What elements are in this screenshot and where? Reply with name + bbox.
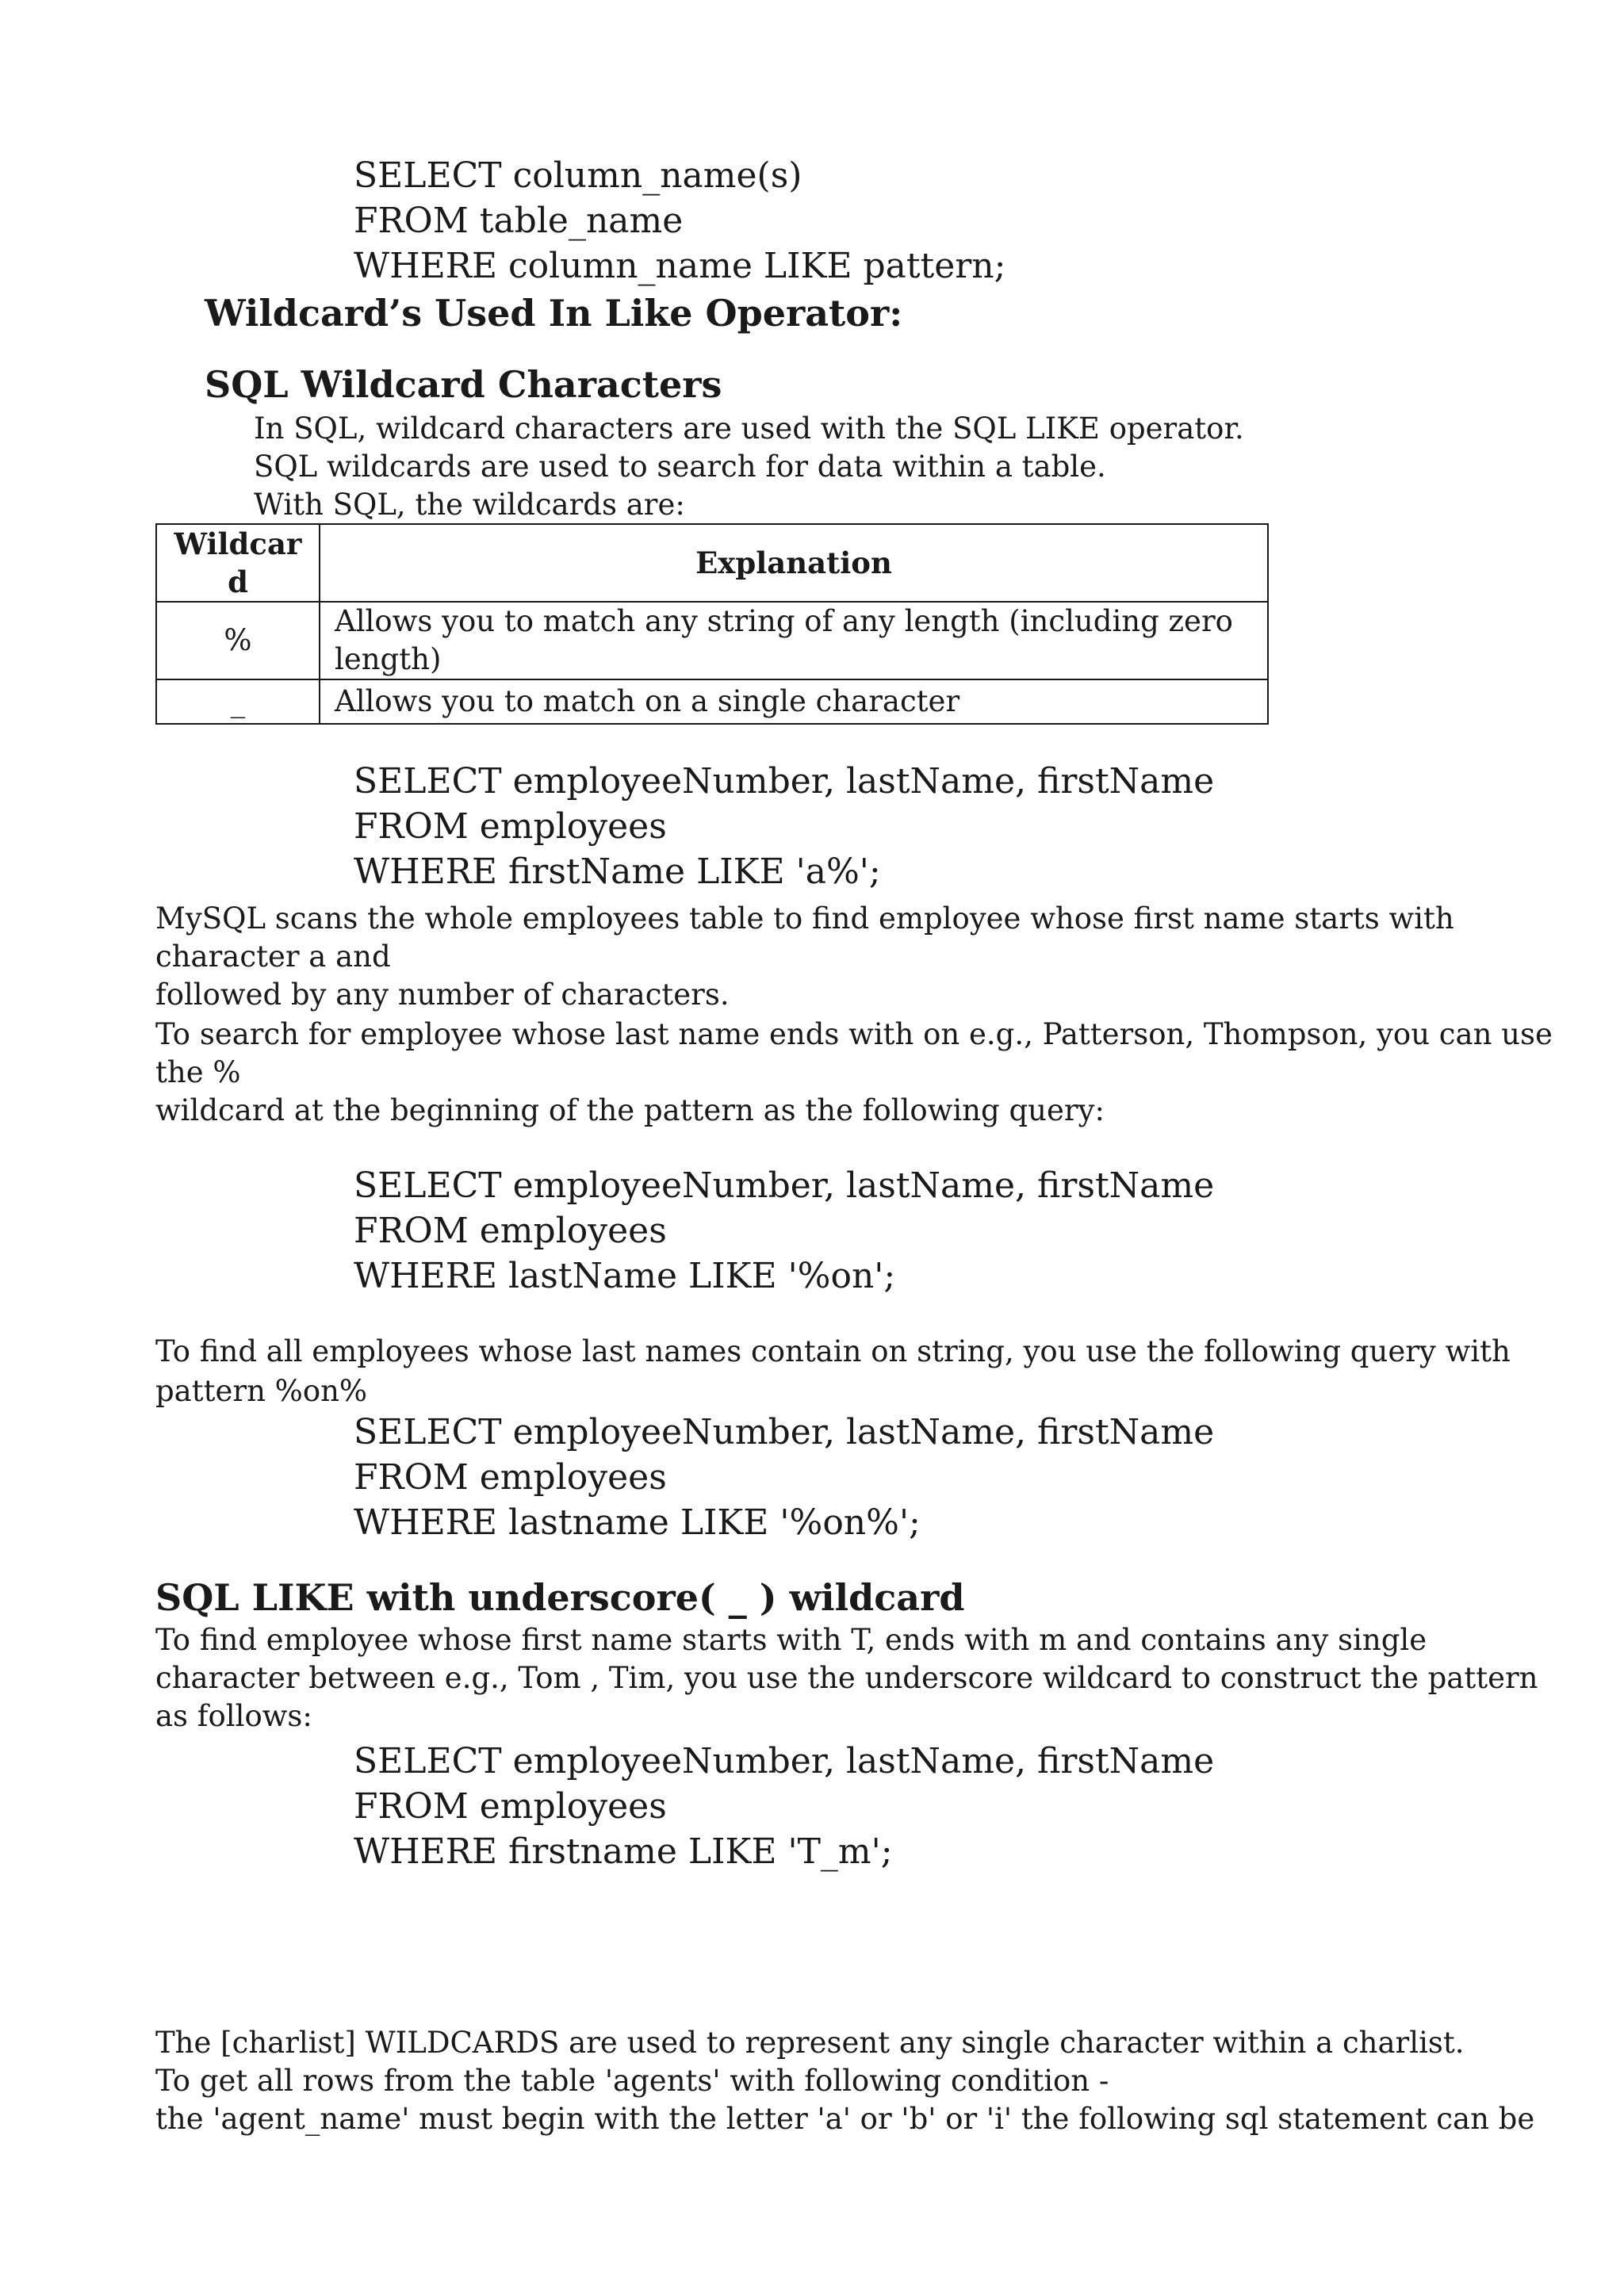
para1-line-2: character a and — [155, 939, 391, 974]
intro-line-2: SQL wildcards are used to search for data within a table. — [254, 450, 1106, 484]
para1-line-6: wildcard at the beginning of the pattern as the following query: — [155, 1093, 1105, 1127]
heading-wildcard-characters: SQL Wildcard Characters — [205, 363, 722, 406]
wildcard-cell: _ — [156, 679, 320, 724]
header-wildcard-line-2: d — [228, 564, 248, 600]
syntax-line-2: FROM table_name — [354, 201, 684, 241]
para3-line-3: as follows: — [155, 1699, 312, 1733]
query2-line-1: SELECT employeeNumber, lastName, firstName — [354, 1165, 1215, 1206]
query3-line-1: SELECT employeeNumber, lastName, firstName — [354, 1412, 1215, 1452]
para4-line-1: The [charlist] WILDCARDS are used to represent any single character within a charlist. — [155, 2026, 1465, 2060]
heading-wildcards-used: Wildcard’s Used In Like Operator: — [205, 292, 903, 335]
query3-line-3: WHERE lastname LIKE '%on%'; — [354, 1502, 921, 1543]
explanation-cell — [320, 602, 1268, 679]
para1-line-4: To search for employee whose last name ends with on e.g., Patterson, Thompson, you can use — [155, 1017, 1553, 1051]
header-wildcard — [156, 524, 320, 602]
table-header-row — [156, 524, 1268, 602]
para3-line-2: character between e.g., Tom , Tim, you use the underscore wildcard to construct the pattern — [155, 1661, 1538, 1695]
para1-line-3: followed by any number of characters. — [155, 978, 730, 1012]
para1-line-1: MySQL scans the whole employees table to find employee whose first name starts with — [155, 901, 1454, 936]
intro-line-3: With SQL, the wildcards are: — [254, 488, 685, 522]
syntax-line-3: WHERE column_name LIKE pattern; — [354, 246, 1006, 286]
query4-line-1: SELECT employeeNumber, lastName, firstName — [354, 1741, 1215, 1781]
explanation-cell: Allows you to match on a single character — [320, 679, 1268, 724]
para4-line-3: the 'agent_name' must begin with the letter 'a' or 'b' or 'i' the following sql statement can be — [155, 2102, 1535, 2136]
header-explanation: Explanation — [320, 524, 1268, 602]
para4-line-2: To get all rows from the table 'agents' with following condition - — [155, 2064, 1109, 2098]
query4-line-3: WHERE firstname LIKE 'T_m'; — [354, 1831, 893, 1872]
wildcard-cell: % — [156, 602, 320, 679]
para2-line-2: pattern %on% — [155, 1374, 368, 1408]
query4-line-2: FROM employees — [354, 1786, 667, 1827]
query1-line-2: FROM employees — [354, 806, 667, 847]
table-row — [156, 602, 1268, 679]
header-wildcard-line-1: Wildcar — [174, 526, 302, 561]
query1-line-3: WHERE firstName LIKE 'a%'; — [354, 851, 881, 892]
query2-line-2: FROM employees — [354, 1211, 667, 1251]
table-row — [156, 679, 1268, 724]
heading-underscore-wildcard: SQL LIKE with underscore( _ ) wildcard — [155, 1576, 965, 1619]
wildcard-table — [155, 523, 1269, 725]
explanation-line-2: length) — [335, 642, 442, 677]
query1-line-1: SELECT employeeNumber, lastName, firstName — [354, 761, 1215, 802]
query3-line-2: FROM employees — [354, 1457, 667, 1498]
para2-line-1: To find all employees whose last names contain on string, you use the following query with — [155, 1334, 1511, 1368]
syntax-line-1: SELECT column_name(s) — [354, 155, 802, 196]
explanation-line-1: Allows you to match any string of any length (including zero — [335, 604, 1233, 639]
query2-line-3: WHERE lastName LIKE '%on'; — [354, 1256, 896, 1296]
para1-line-5: the % — [155, 1055, 241, 1089]
intro-line-1: In SQL, wildcard characters are used with the SQL LIKE operator. — [254, 411, 1244, 446]
para3-line-1: To find employee whose first name starts with T, ends with m and contains any single — [155, 1623, 1427, 1657]
